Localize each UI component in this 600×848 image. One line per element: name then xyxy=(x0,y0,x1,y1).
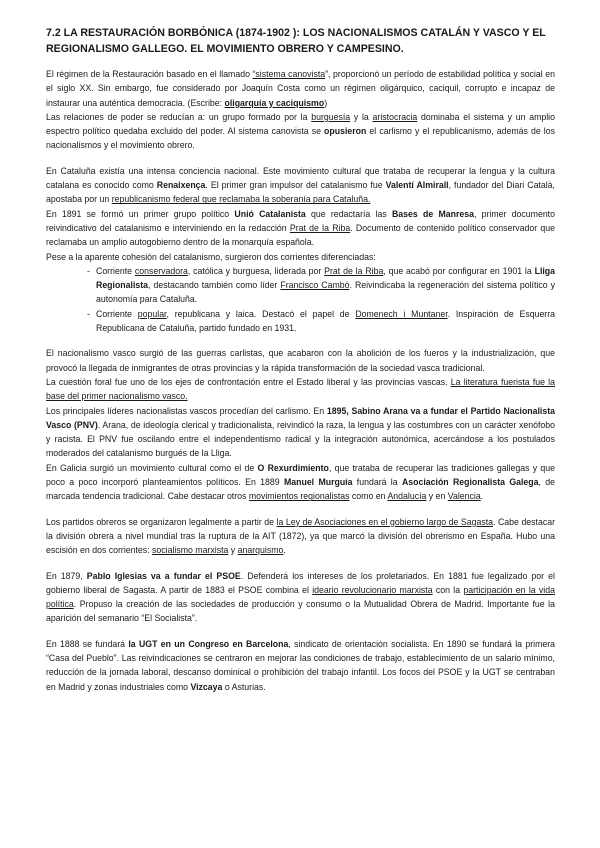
list-item-conservadora xyxy=(46,264,555,307)
underlined-term: Andalucía xyxy=(387,491,427,502)
text: En Cataluña existía una intensa conciencia nacional. Este movimiento cultural que trataba de recuperar la lengua y la cultura catalana es conocido como xyxy=(46,165,555,191)
text: . El primer gran impulsor del catalanismo fue xyxy=(205,180,386,191)
text: , sindicato de orientación socialista. En 1890 se fundará la primera “Casa del Pueblo”. Las reivindicaciones se centraron en mejorar las condiciones de trabajo, establecimiento de un salario mínimo, reducción de la jornada laboral, descanso dominical o prohibición del trabajo infantil. Los focos del PSOE y la UGT se centraban en Madrid y zonas industriales como xyxy=(46,638,555,692)
text: , que trataba de recuperar las tradiciones gallegas y que poco a poco incorporó planteamientos políticos. En 1889 xyxy=(46,462,556,488)
underlined-term: republicanismo federal que reclamaba la soberanía para Cataluña. xyxy=(111,194,371,205)
bold-term: Bases de Manresa xyxy=(391,208,474,219)
text: , destacando también como líder xyxy=(148,280,281,291)
text: , fundador del Diari Català, apostaba por un xyxy=(46,180,555,205)
underlined-term: La literatura fuerista fue la base del primer nacionalismo vasco. xyxy=(46,376,555,402)
paragraph-galicia xyxy=(46,461,555,504)
paragraph-relaciones-poder xyxy=(46,110,555,153)
document-page xyxy=(46,26,555,694)
text: ”, proporcionó un período de estabilidad política y social en el siglo XX. Sin embargo, fue considerado por Joaquín Costa como un régimen oligárquico, caciquil, corrupto e incapaz de instaurar una auténtica democracia. (Escribe: xyxy=(46,69,555,108)
text: . Documento de contenido político conservador que reclamaba un amplio autogobierno dentro de la monarquía española. xyxy=(46,222,556,248)
text: dominaba el sistema y un amplio espectro político quedaba excluido del poder. Al sistema canovista se xyxy=(46,111,555,137)
bold-term: 1895, Sabino Arana va a fundar el Partido Nacionalista Vasco (PNV) xyxy=(46,405,556,430)
text: Corriente xyxy=(96,308,138,319)
underlined-term: Prat de la Riba xyxy=(324,265,384,276)
text: . Inspiración de Esquerra Republicana de Cataluña, partido fundado en 1931. xyxy=(96,308,555,334)
paragraph-cataluna xyxy=(46,164,555,207)
text: y xyxy=(228,545,238,556)
underlined-term: popular xyxy=(137,308,167,319)
bold-term: Unió Catalanista xyxy=(234,208,306,219)
text: . Arana, de ideología clerical y tradicionalista, reivindicó la raza, la lengua y las costumbres con un carácter xenófobo y racista. El PNV fue oscilando entre el independentismo radical y la integración autonómica, acercándose a los postulados moderados del catalanismo burgués de la Lliga. xyxy=(46,419,555,459)
bold-term: Valentí Almirall xyxy=(385,180,449,191)
bold-term: Asociación Regionalista Galega xyxy=(401,477,539,488)
text: En 1879, xyxy=(46,570,87,581)
text: fundará la xyxy=(352,477,402,488)
text: Las relaciones de poder se reducían a: un grupo formado por la xyxy=(46,111,312,122)
text: . Defenderá los intereses de los proletariados. En 1881 fue legalizado por el gobierno liberal de Sagasta. A partir de 1883 el PSOE combina el xyxy=(46,570,555,595)
text: . Reivindicaba la regeneración del sistema político y autonomía para Cataluña. xyxy=(96,280,555,305)
paragraph-unio-catalanista xyxy=(46,207,555,250)
text: y la xyxy=(350,111,373,122)
paragraph-cuestion-foral xyxy=(46,375,555,404)
underlined-term: ideario revolucionario marxista xyxy=(312,584,433,595)
text: , que acabó por configurar en 1901 la xyxy=(383,265,535,276)
bold-term: la UGT en un Congreso en Barcelona xyxy=(128,638,289,649)
spacer xyxy=(46,558,555,569)
bold-term: opusieron xyxy=(324,126,367,137)
text: . xyxy=(480,491,484,502)
underlined-term: Valencia xyxy=(447,491,481,502)
underlined-term: Francisco Cambó xyxy=(280,280,350,291)
list-dash: - xyxy=(87,308,90,319)
bold-term: Pablo Iglesias va a fundar el PSOE xyxy=(86,570,241,581)
text: . Cabe destacar la división obrera a nivel mundial tras la ruptura de la AIT (1872), ya que marcó la división del obrerismo en España. Hubo una escisión en dos corrientes: xyxy=(46,516,556,556)
bold-term: Manuel Murguía xyxy=(283,477,353,488)
page-title: 7.2 LA RESTAURACIÓN BORBÓNICA (1874-1902 ): LOS NACIONALISMOS CATALÁN Y VASCO Y EL REGIONALISMO GALLEGO. EL MOVIMIENTO OBRERO Y CAMPESINO. xyxy=(46,27,546,55)
underlined-term: anarquismo xyxy=(237,545,284,556)
paragraph-nacionalismo-vasco: El nacionalismo vasco surgió de las guerras carlistas, que acabaron con la abolición de los fueros y la industrialización, que provocó la llegada de inmigrantes de otras provincias y la rápida transformación de la sociedad vasca tradicional. xyxy=(46,348,555,373)
text: ) xyxy=(324,97,328,108)
paragraph-corrientes-intro: Pese a la aparente cohesión del catalanismo, surgieron dos corrientes diferenciadas: xyxy=(46,251,376,262)
underlined-term: “sistema canovista xyxy=(252,69,326,79)
paragraph-ugt xyxy=(46,637,555,694)
underlined-term: la Ley de Asociaciones en el gobierno largo de Sagasta xyxy=(276,516,494,527)
bold-term: Lliga Regionalista xyxy=(96,265,556,291)
spacer xyxy=(46,626,555,637)
text: En 1888 se fundará xyxy=(46,638,129,649)
text: . xyxy=(283,545,286,556)
text: En Galicia surgió un movimiento cultural como el de xyxy=(46,462,258,473)
list-dash: - xyxy=(87,265,90,276)
bold-term: Vizcaya xyxy=(190,681,223,692)
underlined-term: aristocracia xyxy=(372,111,418,122)
underlined-term: participación en la vida política xyxy=(46,584,555,610)
paragraph-partidos-obreros xyxy=(46,515,555,558)
text: o Asturias. xyxy=(222,681,266,692)
text: , primer documento reivindicativo del catalanismo e interviniendo en la redacción xyxy=(46,208,555,233)
text: , de marcada tendencia tradicional. Cabe destacar otros xyxy=(46,477,555,502)
spacer xyxy=(46,153,555,164)
corrientes-list xyxy=(46,264,555,335)
text: , católica y burguesa, liderada por xyxy=(187,265,325,276)
list-item-popular xyxy=(46,307,555,336)
underlined-term: socialismo marxista xyxy=(152,545,229,556)
spacer xyxy=(46,335,555,346)
text: En 1891 se formó un primer grupo político xyxy=(46,208,235,219)
underlined-term: Domenech i Muntaner xyxy=(355,308,448,319)
text: La cuestión foral fue uno de los ejes de confrontación entre el Estado liberal y las provincias vascas. xyxy=(46,376,451,387)
text: y en xyxy=(426,491,448,502)
text: El régimen de la Restauración basado en el llamado xyxy=(46,69,253,79)
paragraph-pnv xyxy=(46,404,555,461)
text: Los principales líderes nacionalistas vascos procedían del carlismo. En xyxy=(46,405,327,416)
paragraph-psoe xyxy=(46,569,555,626)
paragraph-restauracion xyxy=(46,67,555,110)
text: Los partidos obreros se organizaron legalmente a partir de xyxy=(46,516,277,527)
underlined-term: burguesía xyxy=(311,111,351,122)
bold-term: Renaixença xyxy=(156,180,206,191)
text: que redactaría las xyxy=(305,208,392,219)
underlined-term: movimientos regionalistas xyxy=(248,491,350,502)
underlined-term: Prat de la Riba xyxy=(289,222,351,233)
text: . Propuso la creación de las sociedades de producción y consumo o la Mutualidad Obrera de Madrid. Importante fue la aparición del semanario “El Socialista”. xyxy=(46,599,555,624)
text: con la xyxy=(432,584,464,595)
text: como en xyxy=(349,491,388,502)
spacer xyxy=(46,504,555,515)
bold-term: O Rexurdimiento xyxy=(257,462,329,473)
bold-underlined-term: oligarquía y caciquismo xyxy=(224,97,325,108)
text: , republicana y laica. Destacó el papel de xyxy=(166,308,356,319)
underlined-term: conservadora xyxy=(134,265,188,276)
text: Corriente xyxy=(96,265,135,276)
text: el carlismo y el republicanismo, además de los nacionalismos y el movimiento obrero. xyxy=(46,126,555,151)
